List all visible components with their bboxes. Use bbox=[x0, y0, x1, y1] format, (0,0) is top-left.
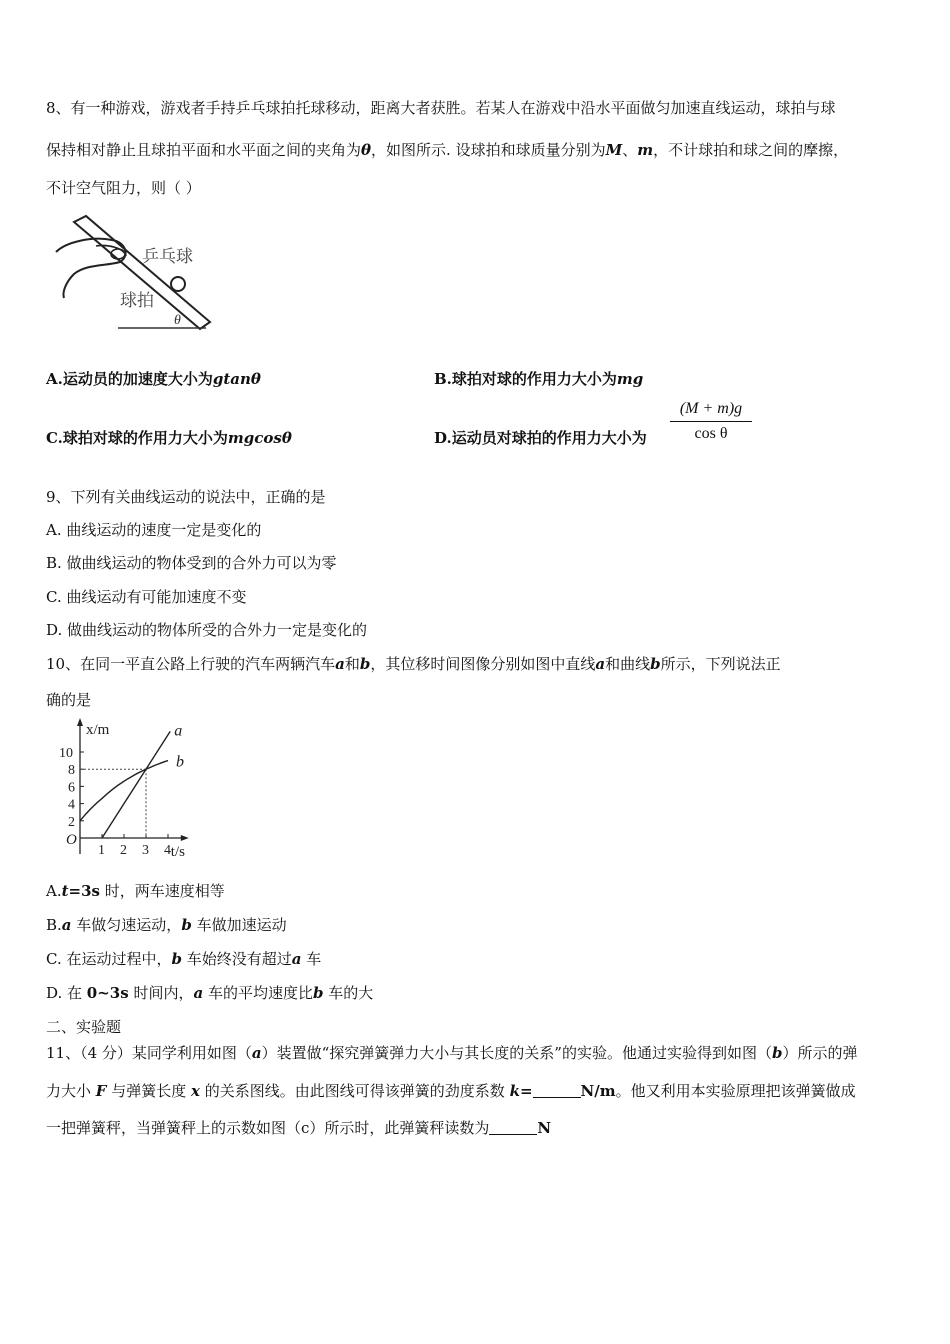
q8-line3: 不计空气阻力，则（ ） bbox=[46, 179, 201, 197]
x-tick-label: 3 bbox=[142, 843, 149, 858]
x-tick-label: 4 bbox=[164, 843, 171, 858]
y-tick-label: 4 bbox=[68, 797, 75, 813]
q11-line2: 力大小 F 与弹簧长度 x 的关系图线。由此图线可得该弹簧的劲度系数 k= N/m。他又利用本实验原理把该弹簧做成 bbox=[46, 1082, 856, 1100]
q9-option-c: C. 曲线运动有可能加速度不变 bbox=[46, 588, 247, 606]
label-angle: θ bbox=[174, 313, 181, 328]
series-label-a: a bbox=[174, 722, 183, 740]
xt-graph bbox=[46, 718, 196, 863]
q9-option-d: D. 做曲线运动的物体所受的合外力一定是变化的 bbox=[46, 621, 368, 639]
y-tick-label: 6 bbox=[68, 780, 75, 796]
origin-label: O bbox=[66, 832, 77, 848]
q10-option-a: A.t=3s 时，两车速度相等 bbox=[46, 882, 225, 900]
label-racket: 球拍 bbox=[120, 291, 154, 310]
q11-line3: 一把弹簧秤，当弹簧秤上的示数如图（c）所示时，此弹簧秤读数为 N bbox=[46, 1119, 552, 1137]
series-line-a bbox=[102, 731, 170, 838]
x-axis-label: t/s bbox=[170, 844, 185, 860]
q10-option-d: D. 在 0~3s 时间内，a 车的平均速度比b 车的大 bbox=[46, 984, 374, 1002]
q9-stem: 9、下列有关曲线运动的说法中，正确的是 bbox=[46, 488, 326, 506]
q8-option-d-fraction bbox=[670, 400, 752, 443]
section-heading-experiment: 二、实验题 bbox=[46, 1018, 122, 1036]
q10-stem-line2: 确的是 bbox=[46, 691, 92, 709]
y-axis-label: x/m bbox=[86, 722, 110, 738]
q8-figure-racket bbox=[46, 212, 216, 334]
y-tick-label: 2 bbox=[68, 814, 75, 830]
q8-option-c: C.球拍对球的作用力大小为mgcosθ bbox=[46, 429, 292, 447]
q10-option-c: C. 在运动过程中，b 车始终没有超过a 车 bbox=[46, 950, 322, 968]
y-tick-label: 10 bbox=[59, 746, 73, 761]
q8-line1: 8、有一种游戏，游戏者手持乒乓球拍托球移动，距离大者获胜。若某人在游戏中沿水平面做匀加速直线运动，球拍与球 bbox=[46, 99, 836, 117]
y-axis-arrow bbox=[77, 718, 83, 726]
q10-option-b: B.a 车做匀速运动，b 车做加速运动 bbox=[46, 916, 287, 934]
q9-option-a: A. 曲线运动的速度一定是变化的 bbox=[46, 521, 262, 539]
fraction-numerator: (M + m)g bbox=[670, 400, 752, 422]
answer-blank-k[interactable] bbox=[533, 1083, 581, 1098]
series-label-b: b bbox=[176, 753, 184, 771]
q8-option-a: A.运动员的加速度大小为gtanθ bbox=[46, 370, 261, 388]
y-tick-label: 8 bbox=[68, 763, 75, 779]
x-tick-label: 2 bbox=[120, 843, 127, 858]
q8-option-d: D.运动员对球拍的作用力大小为 bbox=[434, 429, 647, 447]
q8-option-b: B.球拍对球的作用力大小为mg bbox=[434, 370, 644, 388]
q10-stem-line1: 10、在同一平直公路上行驶的汽车两辆汽车a和b，其位移时间图像分别如图中直线a和曲线b所示，下列说法正 bbox=[46, 655, 781, 673]
x-axis-arrow bbox=[181, 835, 189, 841]
q9-option-b: B. 做曲线运动的物体受到的合外力可以为零 bbox=[46, 554, 337, 572]
x-tick-label: 1 bbox=[98, 843, 105, 858]
label-ping-pong-ball: 乒乓球 bbox=[142, 247, 193, 266]
fraction-denominator: cos θ bbox=[694, 425, 728, 442]
answer-blank-reading[interactable] bbox=[489, 1120, 537, 1135]
q8-line2: 保持相对静止且球拍平面和水平面之间的夹角为θ，如图所示. 设球拍和球质量分别为M、m，不计球拍和球之间的摩擦， bbox=[46, 141, 849, 159]
q11-line1: 11、（4 分）某同学利用如图（a）装置做“探究弹簧弹力大小与其长度的关系”的实验。他通过实验得到如图（b）所示的弹 bbox=[46, 1044, 858, 1062]
